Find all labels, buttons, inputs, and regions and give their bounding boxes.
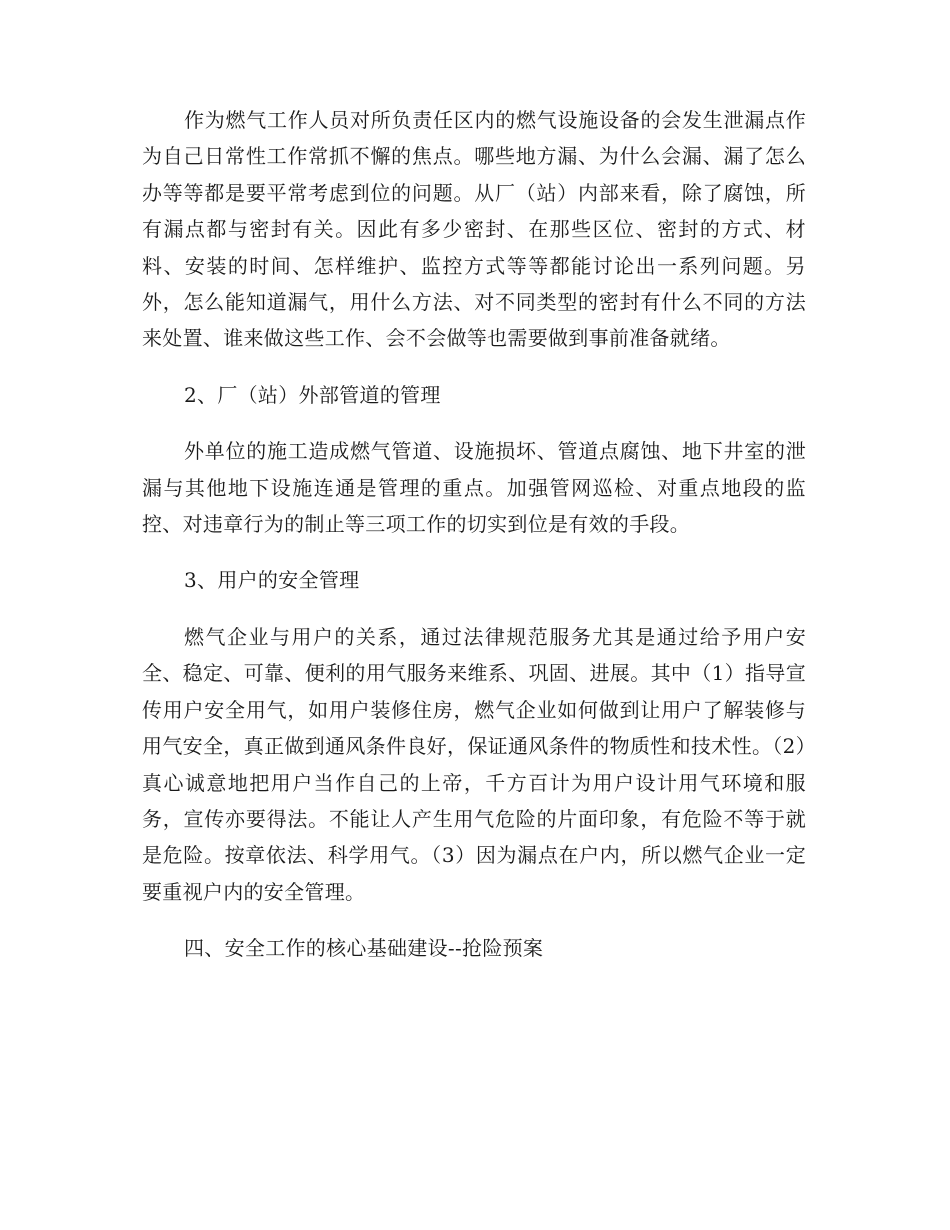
paragraph-internal-leak-points: 作为燃气工作人员对所负责任区内的燃气设施设备的会发生泄漏点作为自己日常性工作常抓不懈的焦点。哪些地方漏、为什么会漏、漏了怎么办等等都是要平常考虑到位的问题。从厂（站）内部来看，除了腐蚀，所有漏点都与密封有关。因此有多少密封、在那些区位、密封的方式、材料、安装的时间、怎样维护、监控方式等等都能讨论出一系列问题。另外，怎么能知道漏气，用什么方法、对不同类型的密封有什么不同的方法来处置、谁来做这些工作、会不会做等也需要做到事前准备就绪。: [142, 108, 806, 351]
section-heading-external-pipelines: 2、厂（站）外部管道的管理: [184, 382, 441, 407]
paragraph-external-pipelines: 外单位的施工造成燃气管道、设施损坏、管道点腐蚀、地下井室的泄漏与其他地下设施连通是管理的重点。加强管网巡检、对重点地段的监控、对违章行为的制止等三项工作的切实到位是有效的手段。: [142, 439, 806, 537]
document-page: [142, 102, 806, 987]
paragraph-user-safety: 燃气企业与用户的关系，通过法律规范服务尤其是通过给予用户安全、稳定、可靠、便利的用气服务来维系、巩固、进展。其中（1）指导宣传用户安全用气，如用户装修住房，燃气企业如何做到让用户了解装修与用气安全，真正做到通风条件良好，保证通风条件的物质性和技术性。（2）真心诚意地把用户当作自己的上帝，千方百计为用户设计用气环境和服务，宣传亦要得法。不能让人产生用气危险的片面印象，有危险不等于就是危险。按章依法、科学用气。（3）因为漏点在户内，所以燃气企业一定要重视户内的安全管理。: [142, 624, 806, 904]
section-heading-user-safety: 3、用户的安全管理: [184, 568, 360, 593]
section-heading-emergency-plan: 四、安全工作的核心基础建设--抢险预案: [184, 936, 544, 961]
